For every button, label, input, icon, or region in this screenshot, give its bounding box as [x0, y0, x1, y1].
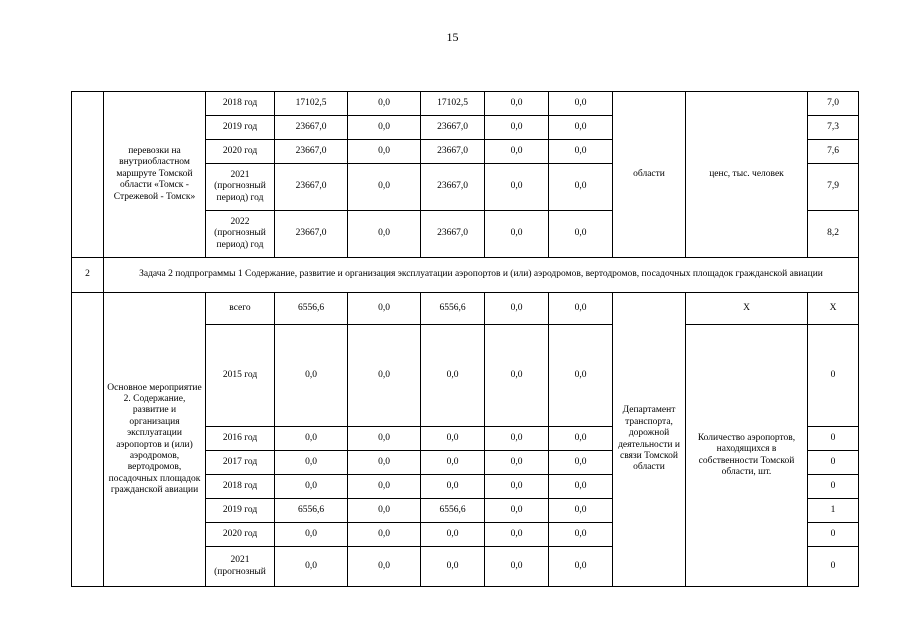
federal-cell: 0,0	[348, 164, 421, 211]
regional-cell: 0,0	[421, 451, 485, 475]
total-cell: 0,0	[275, 427, 348, 451]
indicator-value-cell: 0	[808, 523, 859, 547]
indicator-value-cell: 7,6	[808, 140, 859, 164]
row-number-cell	[72, 293, 104, 587]
federal-cell: 0,0	[348, 293, 421, 325]
regional-cell: 23667,0	[421, 116, 485, 140]
regional-cell: 23667,0	[421, 140, 485, 164]
period-cell: 2015 год	[206, 325, 275, 427]
local-cell: 0,0	[485, 451, 549, 475]
total-cell: 6556,6	[275, 499, 348, 523]
other-cell: 0,0	[549, 164, 613, 211]
task-number: 2	[72, 258, 104, 293]
responsible-cell: Департамент транспорта, дорожной деятельности и связи Томской области	[613, 293, 686, 587]
local-cell: 0,0	[485, 92, 549, 116]
x-mark-cell: Х	[686, 293, 808, 325]
total-cell: 0,0	[275, 451, 348, 475]
period-cell: 2020 год	[206, 523, 275, 547]
other-cell: 0,0	[549, 451, 613, 475]
total-cell: 23667,0	[275, 116, 348, 140]
indicator-value-cell: 7,0	[808, 92, 859, 116]
indicator-value-cell: 1	[808, 499, 859, 523]
total-cell: 23667,0	[275, 164, 348, 211]
task-title: Задача 2 подпрограммы 1 Содержание, развитие и организация эксплуатации аэропортов и (или) аэродромов, вертодромов, посадочных площадок гражданской авиации	[104, 258, 859, 293]
regional-cell: 0,0	[421, 427, 485, 451]
regional-cell: 0,0	[421, 475, 485, 499]
period-cell: 2018 год	[206, 475, 275, 499]
indicator-value-cell: 0	[808, 427, 859, 451]
other-cell: 0,0	[549, 325, 613, 427]
period-cell: 2021 (прогнозный период) год	[206, 164, 275, 211]
program-table	[71, 91, 859, 587]
federal-cell: 0,0	[348, 427, 421, 451]
total-cell: 23667,0	[275, 140, 348, 164]
local-cell: 0,0	[485, 164, 549, 211]
local-cell: 0,0	[485, 293, 549, 325]
period-cell: 2022 (прогнозный период) год	[206, 211, 275, 258]
other-cell: 0,0	[549, 427, 613, 451]
local-cell: 0,0	[485, 547, 549, 587]
regional-cell: 6556,6	[421, 499, 485, 523]
regional-cell: 0,0	[421, 547, 485, 587]
federal-cell: 0,0	[348, 211, 421, 258]
total-cell: 0,0	[275, 325, 348, 427]
row-number-cell	[72, 92, 104, 258]
federal-cell: 0,0	[348, 325, 421, 427]
other-cell: 0,0	[549, 92, 613, 116]
federal-cell: 0,0	[348, 140, 421, 164]
regional-cell: 0,0	[421, 523, 485, 547]
task-row	[72, 258, 859, 293]
other-cell: 0,0	[549, 475, 613, 499]
local-cell: 0,0	[485, 427, 549, 451]
local-cell: 0,0	[485, 499, 549, 523]
regional-cell: 23667,0	[421, 164, 485, 211]
total-cell: 23667,0	[275, 211, 348, 258]
other-cell: 0,0	[549, 499, 613, 523]
period-cell: 2021 (прогнозный	[206, 547, 275, 587]
federal-cell: 0,0	[348, 523, 421, 547]
other-cell: 0,0	[549, 116, 613, 140]
x-mark-value-cell: Х	[808, 293, 859, 325]
period-cell: 2020 год	[206, 140, 275, 164]
period-cell: 2019 год	[206, 116, 275, 140]
period-cell: 2016 год	[206, 427, 275, 451]
federal-cell: 0,0	[348, 547, 421, 587]
local-cell: 0,0	[485, 325, 549, 427]
table-row	[72, 293, 859, 325]
activity-description: Основное мероприятие 2. Содержание, развитие и организация эксплуатации аэропортов и (или) аэродромов, вертодромов, посадочных площадок гражданской авиации	[104, 293, 206, 587]
period-cell: 2019 год	[206, 499, 275, 523]
page-bottom-margin	[0, 587, 905, 640]
federal-cell: 0,0	[348, 92, 421, 116]
period-cell: всего	[206, 293, 275, 325]
other-cell: 0,0	[549, 547, 613, 587]
page-number: 15	[446, 30, 459, 44]
regional-cell: 23667,0	[421, 211, 485, 258]
indicator-value-cell: 7,3	[808, 116, 859, 140]
other-cell: 0,0	[549, 293, 613, 325]
regional-cell: 0,0	[421, 325, 485, 427]
total-cell: 6556,6	[275, 293, 348, 325]
table-row	[72, 92, 859, 116]
indicator-value-cell: 0	[808, 451, 859, 475]
local-cell: 0,0	[485, 475, 549, 499]
total-cell: 0,0	[275, 475, 348, 499]
regional-cell: 17102,5	[421, 92, 485, 116]
period-cell: 2017 год	[206, 451, 275, 475]
total-cell: 17102,5	[275, 92, 348, 116]
other-cell: 0,0	[549, 211, 613, 258]
other-cell: 0,0	[549, 140, 613, 164]
total-cell: 0,0	[275, 523, 348, 547]
period-cell: 2018 год	[206, 92, 275, 116]
indicator-cell: Количество аэропортов, находящихся в собственности Томской области, шт.	[686, 325, 808, 587]
federal-cell: 0,0	[348, 499, 421, 523]
indicator-value-cell: 7,9	[808, 164, 859, 211]
indicator-cell: ценс, тыс. человек	[686, 92, 808, 258]
activity-description: перевозки на внутриобластном маршруте Томской области «Томск - Стрежевой - Томск»	[104, 92, 206, 258]
federal-cell: 0,0	[348, 451, 421, 475]
regional-cell: 6556,6	[421, 293, 485, 325]
responsible-cell: области	[613, 92, 686, 258]
federal-cell: 0,0	[348, 116, 421, 140]
local-cell: 0,0	[485, 140, 549, 164]
local-cell: 0,0	[485, 211, 549, 258]
other-cell: 0,0	[549, 523, 613, 547]
total-cell: 0,0	[275, 547, 348, 587]
indicator-value-cell: 0	[808, 325, 859, 427]
indicator-value-cell: 0	[808, 475, 859, 499]
federal-cell: 0,0	[348, 475, 421, 499]
local-cell: 0,0	[485, 116, 549, 140]
local-cell: 0,0	[485, 523, 549, 547]
indicator-value-cell: 0	[808, 547, 859, 587]
indicator-value-cell: 8,2	[808, 211, 859, 258]
